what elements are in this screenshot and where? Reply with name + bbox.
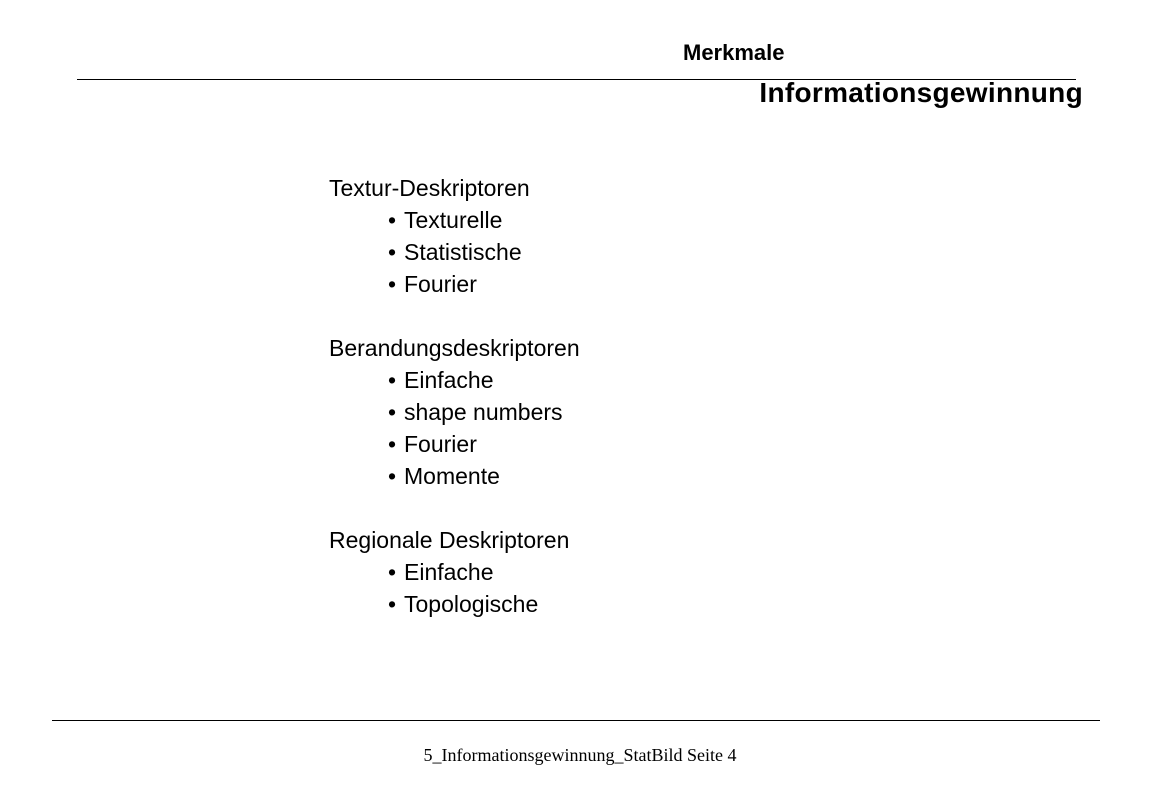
bullet-list (329, 364, 580, 492)
slide-content (329, 172, 580, 620)
slide-title: Informationsgewinnung (759, 77, 1083, 108)
section-regionale-deskriptoren (329, 524, 580, 620)
page-footer: 5_Informationsgewinnung_StatBild Seite 4 (423, 745, 737, 765)
bullet-icon: • (388, 591, 397, 617)
list-item-label: Momente (404, 463, 500, 489)
section-heading: Berandungsdeskriptoren (329, 335, 580, 361)
section-textur-deskriptoren (329, 172, 580, 300)
bullet-icon: • (388, 431, 397, 457)
bullet-icon: • (388, 559, 397, 585)
bullet-list (329, 556, 580, 620)
section-heading: Regionale Deskriptoren (329, 527, 570, 553)
bullet-icon: • (388, 367, 397, 393)
bullet-icon: • (388, 207, 397, 233)
section-heading: Textur-Deskriptoren (329, 175, 530, 201)
section-berandungsdeskriptoren (329, 332, 580, 492)
slide-subtitle: Merkmale (683, 40, 785, 65)
list-item-label: Einfache (404, 367, 494, 393)
list-item (388, 268, 580, 300)
list-item-label: Statistische (404, 239, 522, 265)
list-item-label: Topologische (404, 591, 539, 617)
list-item (388, 588, 580, 620)
list-item (388, 204, 580, 236)
list-item (388, 460, 580, 492)
bullet-icon: • (388, 463, 397, 489)
footer-divider (52, 720, 1100, 721)
list-item (388, 396, 580, 428)
list-item-label: Fourier (404, 271, 477, 297)
list-item-label: Fourier (404, 431, 477, 457)
list-item (388, 364, 580, 396)
bullet-icon: • (388, 399, 397, 425)
list-item (388, 556, 580, 588)
bullet-icon: • (388, 271, 397, 297)
bullet-icon: • (388, 239, 397, 265)
list-item-label: shape numbers (404, 399, 563, 425)
list-item-label: Einfache (404, 559, 494, 585)
list-item (388, 428, 580, 460)
list-item-label: Texturelle (404, 207, 503, 233)
list-item (388, 236, 580, 268)
bullet-list (329, 204, 580, 300)
